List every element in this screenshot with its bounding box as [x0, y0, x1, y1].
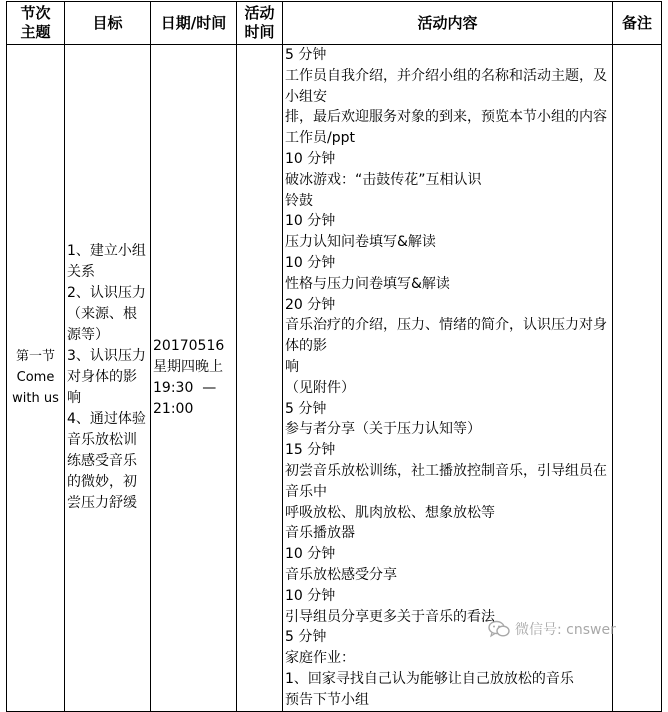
goal-line: 的微妙，初	[67, 474, 137, 491]
activity-line: 工作员/ppt	[285, 130, 355, 147]
session-goals	[67, 241, 150, 514]
activity-line: 10 分钟	[285, 587, 336, 604]
header-duration	[237, 2, 283, 45]
goal-line: 3、认识压力	[67, 348, 146, 365]
goal-line: 音乐放松训	[67, 432, 137, 449]
session-goals-cell	[65, 45, 151, 712]
activity-line: 压力认知问卷填写&解读	[285, 234, 436, 251]
activity-line: 10 分钟	[285, 150, 336, 167]
activity-line: 5 分钟	[285, 400, 327, 417]
session-activities	[285, 45, 610, 711]
activity-plan-table	[6, 1, 662, 712]
goal-line: 源等）	[67, 327, 109, 344]
activity-line: 10 分钟	[285, 254, 336, 271]
table-header-row	[7, 2, 662, 45]
wechat-watermark	[488, 617, 658, 641]
header-theme-line2: 主题	[20, 23, 51, 41]
activity-line: 10 分钟	[285, 213, 336, 230]
date-line: 21:00	[153, 400, 194, 417]
activity-line: 工作员自我介绍，并介绍小组的名称和活动主题，及小组安	[285, 67, 607, 105]
activity-line: （见附件）	[285, 379, 355, 396]
activity-line: 引导组员分享更多关于音乐的看法	[285, 608, 495, 625]
session-theme	[7, 346, 64, 409]
activity-line: 排，最后欢迎服务对象的到来，预览本节小组的内容	[285, 109, 607, 126]
header-duration-line1: 活动	[244, 4, 275, 22]
goal-line: 1、建立小组	[67, 243, 146, 260]
activity-line: 预告下节小组	[285, 691, 369, 708]
session-duration-cell	[237, 45, 283, 712]
activity-line: 家庭作业：	[285, 650, 355, 667]
goal-line: 练感受音乐	[67, 453, 137, 470]
date-line: 20170516	[153, 337, 225, 354]
activity-line: 呼吸放松、肌肉放松、想象放松等	[285, 504, 495, 521]
header-content: 活动内容	[283, 2, 613, 45]
header-notes: 备注	[613, 2, 662, 45]
header-datetime: 日期/时间	[151, 2, 237, 45]
header-theme-line1: 节次	[20, 4, 51, 22]
activity-line: 20 分钟	[285, 296, 336, 313]
session-date	[153, 336, 236, 420]
activity-line: 1、回家寻找自己认为能够让自己放放松的音乐	[285, 670, 574, 687]
session-notes-cell	[613, 45, 662, 712]
goal-line: （来源、根	[67, 306, 137, 323]
watermark-text: 微信号: cnswer	[515, 622, 616, 638]
header-goal: 目标	[65, 2, 151, 45]
activity-line: 音乐治疗的介绍，压力、情绪的简介，认识压力对身体的影	[285, 317, 607, 355]
activity-line: 10 分钟	[285, 546, 336, 563]
activity-line: 15 分钟	[285, 442, 336, 459]
activity-line: 参与者分享（关于压力认知等）	[285, 421, 481, 438]
activity-line: 初尝音乐放松训练，社工播放控制音乐，引导组员在音乐中	[285, 462, 607, 500]
goal-line: 尝压力舒缓	[67, 495, 137, 512]
goal-line: 对身体的影	[67, 369, 137, 386]
session-activities-cell	[283, 45, 613, 712]
activity-line: 铃鼓	[285, 192, 313, 209]
date-line: 星期四晚上	[153, 358, 223, 375]
activity-line: 性格与压力问卷填写&解读	[285, 275, 450, 292]
goal-line: 2、认识压力	[67, 285, 146, 302]
session-theme-cell	[7, 45, 65, 712]
session-date-cell	[151, 45, 237, 712]
activity-line: 5 分钟	[285, 47, 327, 63]
theme-line: Come	[16, 370, 55, 386]
activity-line: 音乐播放器	[285, 525, 355, 542]
date-line: 19:30 —	[153, 379, 217, 396]
wechat-icon	[488, 620, 510, 638]
activity-line: 响	[285, 358, 299, 375]
theme-line: 第一节	[15, 349, 55, 365]
header-theme	[7, 2, 65, 45]
header-duration-line2: 时间	[244, 23, 275, 41]
goal-line: 4、通过体验	[67, 411, 146, 428]
activity-line: 音乐放松感受分享	[285, 566, 397, 583]
goal-line: 关系	[67, 264, 95, 281]
session-row	[7, 45, 662, 712]
activity-line: 破冰游戏：“击鼓传花”互相认识	[285, 171, 482, 188]
goal-line: 响	[67, 390, 81, 407]
activity-line: 5 分钟	[285, 629, 327, 646]
theme-line: with us	[12, 391, 59, 407]
